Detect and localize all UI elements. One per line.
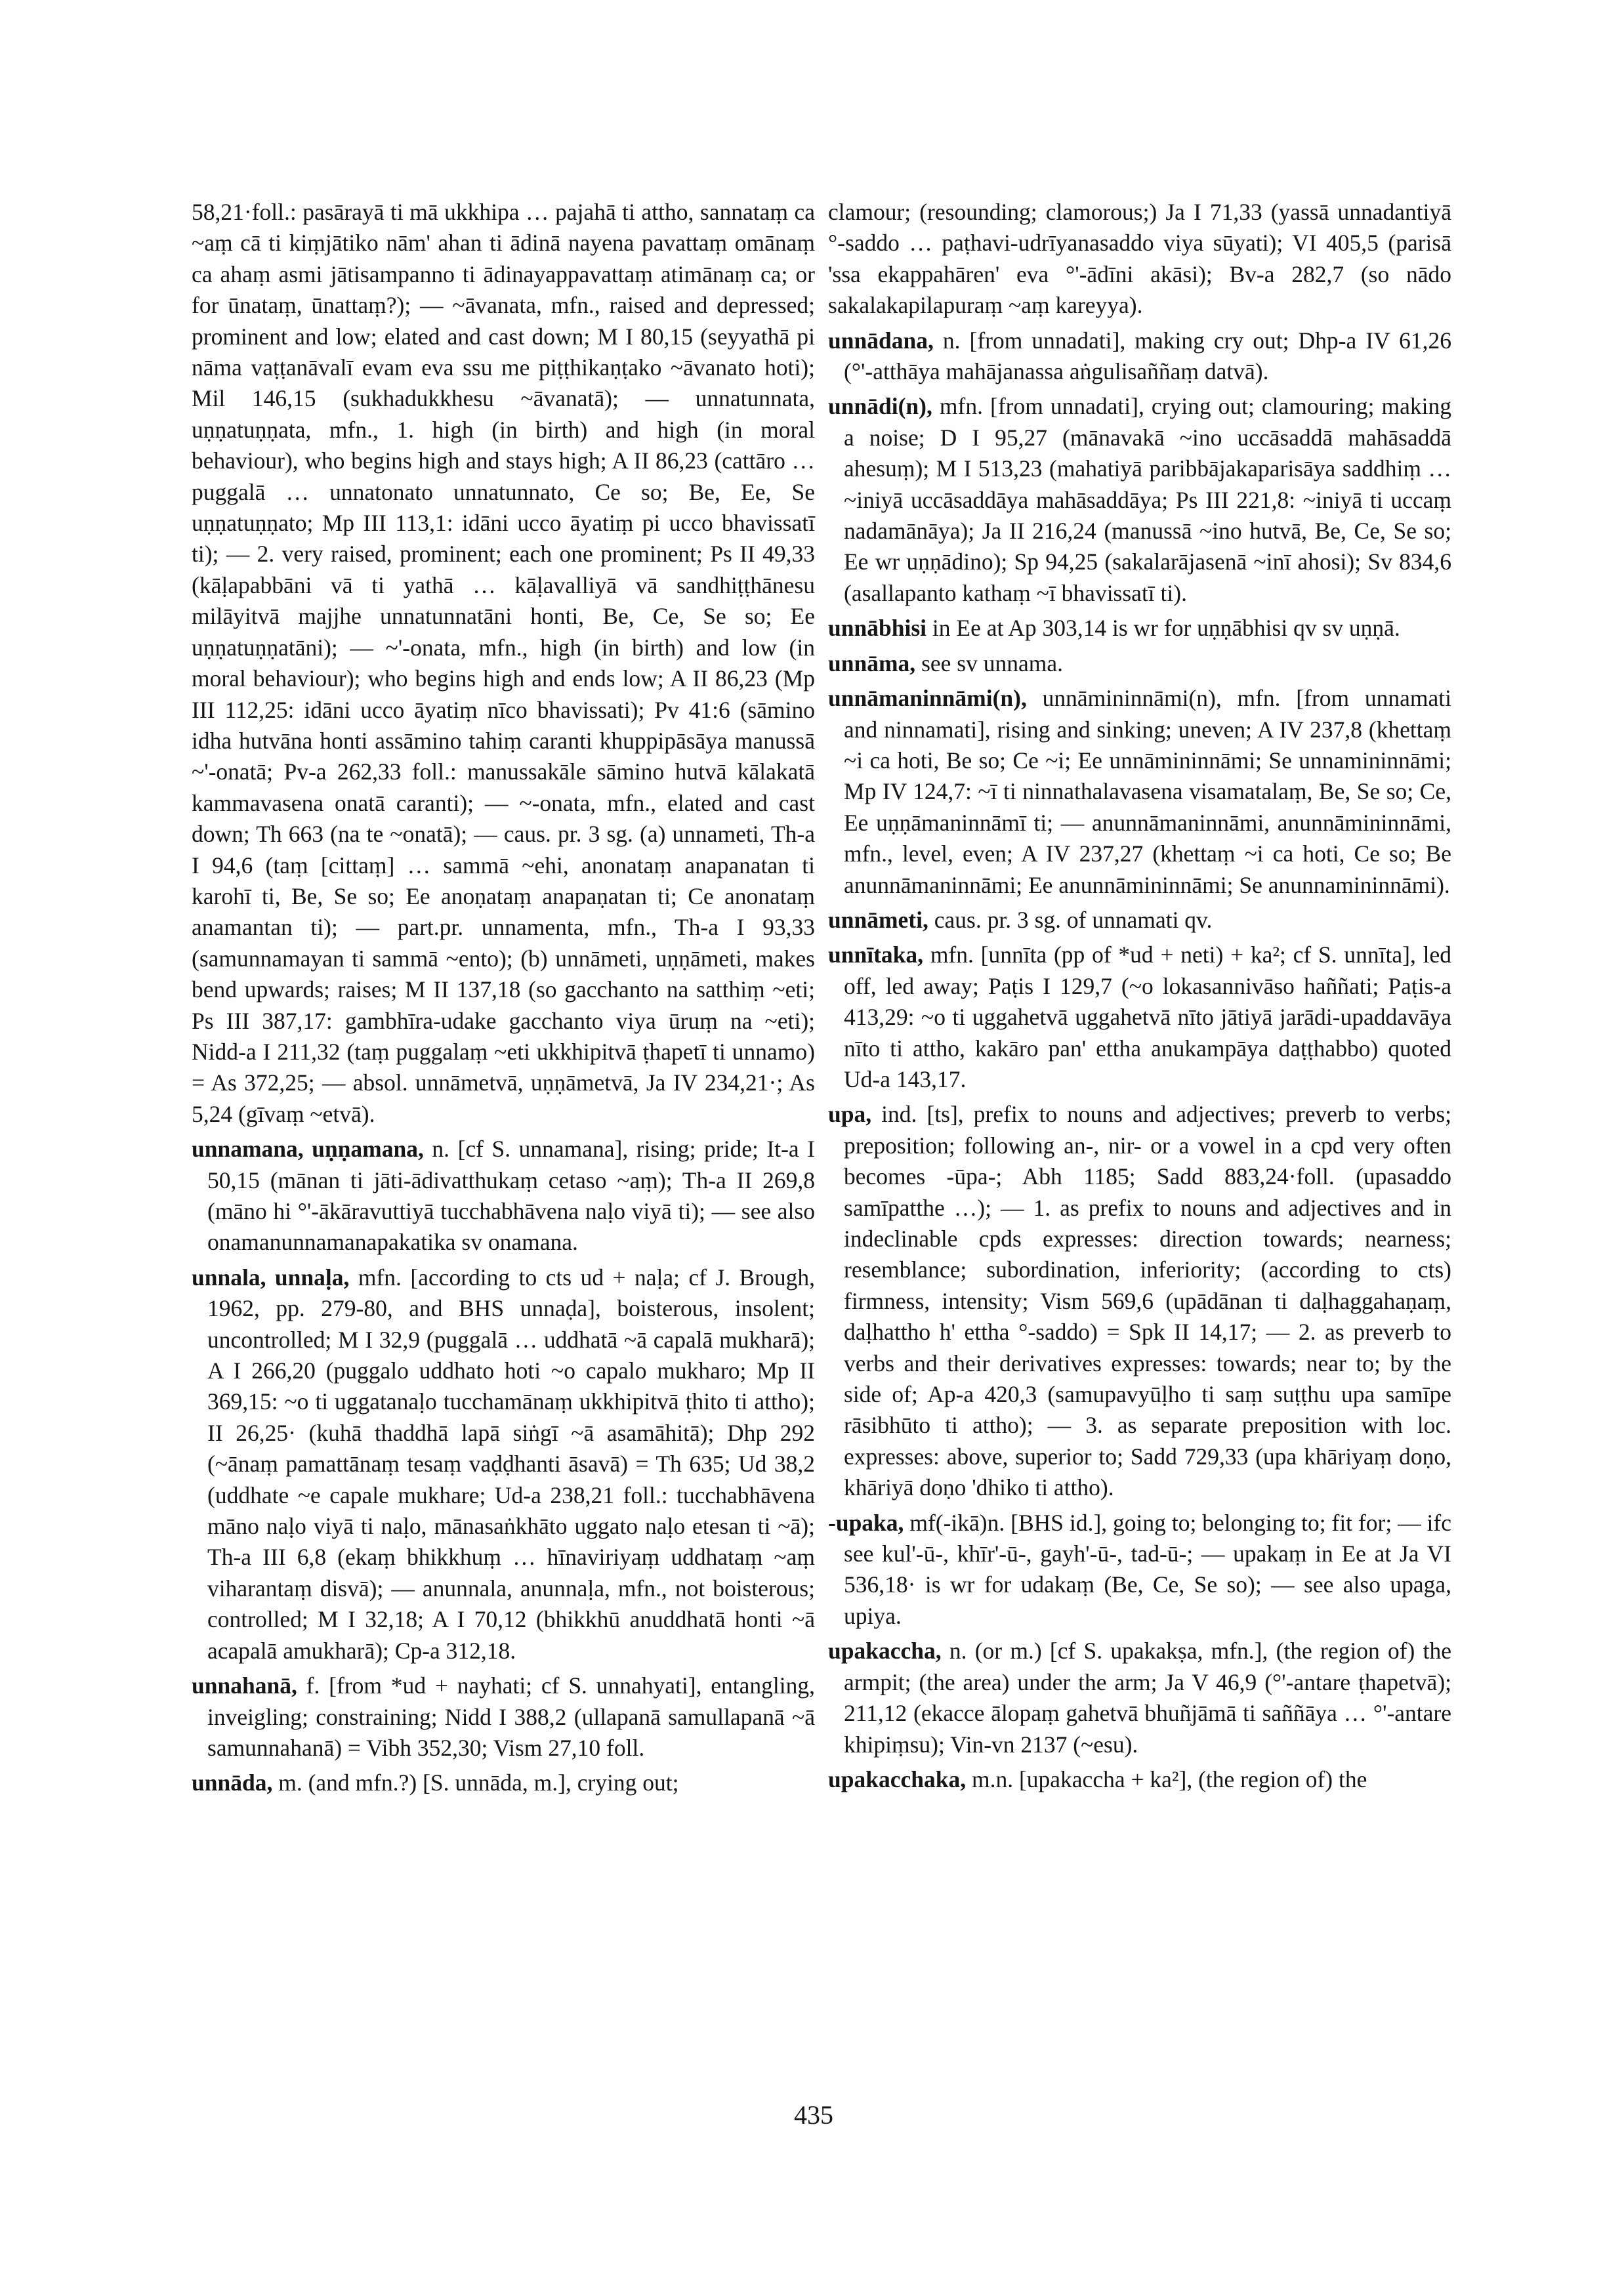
entry-text: caus. pr. 3 sg. of unnamati qv. xyxy=(928,906,1213,933)
entry-headword: unnāma, xyxy=(828,650,916,676)
dictionary-entry xyxy=(828,197,1451,321)
entry-headword: unnāda, xyxy=(192,1769,273,1796)
entry-headword: upakaccha, xyxy=(828,1638,942,1664)
dictionary-entry xyxy=(828,683,1451,901)
dictionary-entry xyxy=(192,197,815,1130)
left-column xyxy=(192,197,815,1803)
entry-text: n. [cf S. unnamana], rising; pride; It-a I 50,15 (mānan ti jāti-ādivatthukaṃ cetaso ~aṃ); Th-a II 269,8 (māno hi °'-ākāravuttiyā tucchabhāvena naḷo viyā ti); — see also onamanunnamanapakatika sv onamana. xyxy=(207,1136,816,1256)
dictionary-entry xyxy=(828,1508,1451,1632)
dictionary-entry xyxy=(192,1262,815,1666)
page-number: 435 xyxy=(794,2100,833,2130)
entry-headword: unnābhisi xyxy=(828,615,927,642)
dictionary-entry xyxy=(828,905,1451,936)
entry-text: mfn. [according to cts ud + naḷa; cf J. Brough, 1962, pp. 279-80, and BHS unnaḍa], boisterous, insolent; uncontrolled; M I 32,9 (puggalā … uddhatā ~ā capalā mukharā); A I 266,20 (puggalo uddhato hoti ~o capalo mukharo; Mp II 369,15: ~o ti uggatanaḷo tucchamānaṃ ukkhipitvā ṭhito ti attho); II 26,25· (kuhā thaddhā lapā siṅgī ~ā asamāhitā); Dhp 292 (~ānaṃ pamattānaṃ tesaṃ vaḍḍhanti āsavā) = Th 635; Ud 38,2 (uddhate ~e capale mukhare; Ud-a 238,21 foll.: tucchabhāvena māno naḷo viyā ti naḷo, mānasaṅkhāto uggato naḷo etesan ti ~ā); Th-a III 6,8 (ekaṃ bhikkhuṃ … hīnaviriyaṃ uddhataṃ ~aṃ viharantaṃ disvā); — anunnala, anunnaḷa, mfn., not boisterous; controlled; M I 32,18; A I 70,12 (bhikkhū anuddhatā honti ~ā acapalā amukharā); Cp-a 312,18. xyxy=(207,1264,816,1664)
entry-text: n. [from unnadati], making cry out; Dhp-a IV 61,26 (°'-atthāya mahājanassa aṅgulisaññaṃ datvā). xyxy=(844,327,1451,385)
entry-text: 58,21·foll.: pasārayā ti mā ukkhipa … pajahā ti attho, sannataṃ ca ~aṃ cā ti kiṃjātiko nām' ahan ti ādinā nayena pavattaṃ omānaṃ ca ahaṃ asmi jātisampanno ti ādinayappavattaṃ atimānaṃ ca; or for ūnataṃ, ūnattaṃ?); — ~āvanata, mfn., raised and depressed; prominent and low; elated and cast down; M I 80,15 (seyyathā pi nāma vaṭṭanāvalī evam eva ssu me piṭṭhikaṇṭako ~āvanato hoti); Mil 146,15 (sukhadukkhesu ~āvanatā); — unnatunnata, uṇṇatuṇṇata, mfn., 1. high (in birth) and high (in moral behaviour), who begins high and stays high; A II 86,23 (cattāro … puggalā … unnatonato unnatunnato, Ce so; Be, Ee, Se uṇṇatuṇṇato; Mp III 113,1: idāni ucco āyatiṃ pi ucco bhavissatī ti); — 2. very raised, prominent; each one prominent; Ps II 49,33 (kāḷapabbāni vā ti yathā … kāḷavalliyā vā sandhiṭṭhānesu milāyitvā majjhe unnatunnatāni honti, Be, Ce, Se so; Ee uṇṇatuṇṇatāni); — ~'-onata, mfn., high (in birth) and low (in moral behaviour); who begins high and ends low; A II 86,23 (Mp III 112,25: idāni ucco āyatiṃ nīco bhavissati); Pv 41:6 (sāmino idha hutvāna honti assāmino tahiṃ caranti khuppipāsāya manussā ~'-onatā; Pv-a 262,33 foll.: manussakāle sāmino hutvā kālakatā kammavasena onatā caranti); — ~-onata, mfn., elated and cast down; Th 663 (na te ~onatā); — caus. pr. 3 sg. (a) unnameti, Th-a I 94,6 (taṃ [cittaṃ] … sammā ~ehi, anonataṃ anapanatan ti karohī ti, Be, Se so; Ee anoṇataṃ anapaṇatan ti; Ce anonataṃ anamantan ti); — part.pr. unnamenta, mfn., Th-a I 93,33 (samunnamayan ti sammā ~ento); (b) unnāmeti, uṇṇāmeti, makes bend upwards; raises; M II 137,18 (so gacchanto na satthiṃ ~eti; Ps III 387,17: gambhīra-udake gacchanto viya ūruṃ na ~eti); Nidd-a I 211,32 (taṃ puggalaṃ ~eti ukkhipitvā ṭhapetī ti unnamo) = As 372,25; — absol. unnāmetvā, uṇṇāmetvā, Ja IV 234,21·; As 5,24 (gīvaṃ ~etvā). xyxy=(192,199,815,1127)
entry-headword: unnādi(n), xyxy=(828,393,932,420)
entry-headword: unnamana, uṇṇamana, xyxy=(192,1136,424,1163)
entry-text: mf(-ikā)n. [BHS id.], going to; belonging to; fit for; — ifc see kul'-ū-, khīr'-ū-, gayh'-ū-, tad-ū-; — upakaṃ in Ee at Ja VI 536,18· is wr for udakaṃ (Be, Ce, Se so); — see also upaga, upiya. xyxy=(844,1509,1451,1629)
entry-text: in Ee at Ap 303,14 is wr for uṇṇābhisi qv sv uṇṇā. xyxy=(927,615,1400,642)
entry-headword: upakacchaka, xyxy=(828,1766,967,1792)
entry-headword: -upaka, xyxy=(828,1509,904,1536)
entry-headword: unnala, unnaḷa, xyxy=(192,1264,350,1291)
entry-text: unnāmininnāmi(n), mfn. [from unnamati and ninnamati], rising and sinking; uneven; A IV 237,8 (khettaṃ ~i ca hoti, Be so; Ce ~i; Ee unnāmininnāmi; Se unnamininnāmi; Mp IV 124,7: ~ī ti ninnathalavasena visamatalaṃ, Be, Se so; Ce, Ee uṇṇāmaninnāmī ti; — anunnāmaninnāmi, anunnāmininnāmi, mfn., level, even; A IV 237,27 (khettaṃ ~i ca hoti, Ce so; Be anunnāmaninnāmi; Ee anunnāmininnāmi; Se anunnamininnāmi). xyxy=(844,685,1451,898)
dictionary-entry xyxy=(192,1134,815,1258)
dictionary-entry xyxy=(828,940,1451,1095)
entry-headword: unnādana, xyxy=(828,327,934,354)
dictionary-entry xyxy=(828,1764,1451,1795)
right-column xyxy=(828,197,1451,1799)
dictionary-entry xyxy=(828,1099,1451,1503)
entry-headword: upa, xyxy=(828,1101,872,1128)
entry-headword: unnāmeti, xyxy=(828,906,928,933)
entry-text: mfn. [unnīta (pp of *ud + neti) + ka²; cf S. unnīta], led off, led away; Paṭis I 129,7 (~o lokasannivāso haññati; Paṭis-a 413,29: ~o ti uggahetvā uggahetvā nīto jātiyā jarādi-upaddavāya nīto ti attho, kakāro pan' ettha anukampāya daṭṭhabbo) quoted Ud-a 143,17. xyxy=(844,941,1451,1092)
dictionary-entry xyxy=(828,1636,1451,1760)
dictionary-entry xyxy=(828,391,1451,609)
entry-text: clamour; (resounding; clamorous;) Ja I 71,33 (yassā unnadantiyā °-saddo … paṭhavi-udrīyanasaddo viya sūyati); VI 405,5 (parisā 'ssa ekappahāren' eva °'-ādīni akāsi); Bv-a 282,7 (so nādo sakalakapilapuraṃ ~aṃ kareyya). xyxy=(828,199,1451,319)
dictionary-entry xyxy=(192,1768,815,1798)
entry-text: see sv unnama. xyxy=(915,650,1063,676)
entry-text: mfn. [from unnadati], crying out; clamouring; making a noise; D I 95,27 (mānavakā ~ino uccāsaddā mahāsaddā ahesuṃ); M I 513,23 (mahatiyā paribbājakaparisāya saddhiṃ … ~iniyā uccāsaddāya mahāsaddāya; Ps III 221,8: ~iniyā ti uccaṃ nadamānāya); Ja II 216,24 (manussā ~ino hutvā, Be, Ce, Se so; Ee wr uṇṇādino); Sp 94,25 (sakalarājasenā ~inī ahosi); Sv 834,6 (asallapanto kathaṃ ~ī bhavissatī ti). xyxy=(844,393,1451,606)
dictionary-entry xyxy=(192,1670,815,1764)
entry-text: f. [from *ud + nayhati; cf S. unnahyati], entangling, inveigling; constraining; Nidd I 388,2 (ullapanā samullapanā ~ā samunnahanā) = Vibh 352,30; Vism 27,10 foll. xyxy=(207,1672,815,1761)
entry-headword: unnāmaninnāmi(n), xyxy=(828,685,1027,712)
dictionary-entry xyxy=(828,648,1451,679)
entry-headword: unnahanā, xyxy=(192,1672,297,1699)
entry-headword: unnītaka, xyxy=(828,941,924,968)
dictionary-entry xyxy=(828,613,1451,644)
entry-text: ind. [ts], prefix to nouns and adjectives; preverb to verbs; preposition; following an-, nir- or a vowel in a cpd very often becomes -ūpa-; Abh 1185; Sadd 883,24·foll. (upasaddo samīpatthe …); — 1. as prefix to nouns and adjectives and in indeclinable cpds expresses: direction towards; nearness; resemblance; subordination, inferiority; (according to cts) firmness, intensity; Vism 569,6 (upādānan ti daḷhaggahaṇaṃ, daḷhattho h' ettha °-saddo) = Spk II 14,17; — 2. as preverb to verbs and their derivatives expresses: towards; near to; by the side of; Ap-a 420,3 (samupavyūḷho ti saṃ suṭṭhu upa samīpe rāsibhūto ti attho); — 3. as separate preposition with loc. expresses: above, superior to; Sadd 729,33 (upa khāriyaṃ doṇo, khāriyā doṇo 'dhiko ti attho). xyxy=(844,1101,1451,1501)
entry-text: m.n. [upakaccha + ka²], (the region of) the xyxy=(966,1766,1367,1792)
entry-text: m. (and mfn.?) [S. unnāda, m.], crying out; xyxy=(272,1769,679,1796)
entry-text: n. (or m.) [cf S. upakakṣa, mfn.], (the region of) the armpit; (the area) under the arm; Ja V 46,9 (°'-antare ṭhapetvā); 211,12 (ekacce ālopaṃ gahetvā bhuñjāmā ti saññāya … °'-antare khipiṃsu); Vin-vn 2137 (~esu). xyxy=(844,1638,1451,1758)
dictionary-entry xyxy=(828,325,1451,388)
